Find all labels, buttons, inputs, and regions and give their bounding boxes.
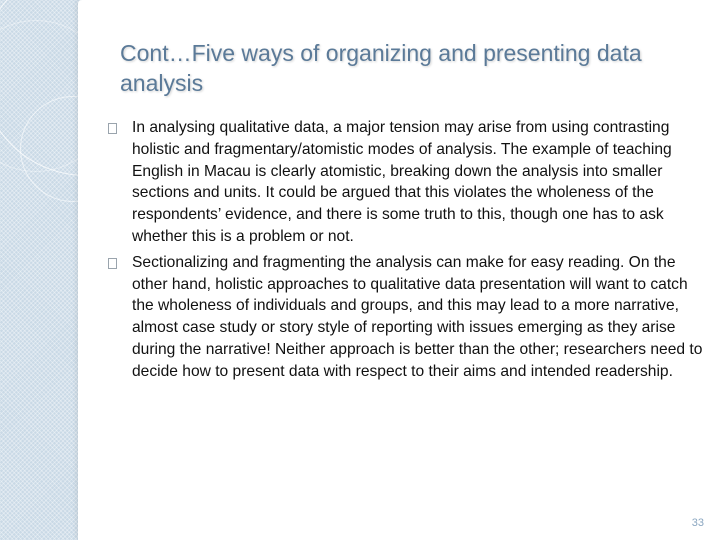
slide-title: Cont…Five ways of organizing and presenting data analysis <box>120 40 642 96</box>
square-bullet-icon <box>108 258 117 269</box>
bullet-item <box>108 117 708 248</box>
bullet-text: Sectionalizing and fragmenting the analysis can make for easy reading. On the other hand, holistic approaches to qualitative data presentation will want to catch the wholeness of individuals and groups, and this may lead to a more narrative, almost case study or story style of reporting with issues emerging as they arise during the narrative! Neither approach is better than the other; researchers need to decide how to present data with respect to their aims and intended readership. <box>132 253 703 380</box>
square-bullet-icon <box>108 123 117 134</box>
bullet-list <box>108 117 708 387</box>
bullet-item <box>108 252 708 383</box>
page-number: 33 <box>691 517 704 529</box>
bullet-text: In analysing qualitative data, a major tension may arise from using contrasting holistic and fragmentary/atomistic modes of analysis. The example of teaching English in Macau is clearly atomistic, breaking down the analysis into smaller sections and units. It could be argued that this violates the wholeness of the respondents’ evidence, and there is some truth to this, though one has to ask whether this is a problem or not. <box>132 119 672 245</box>
